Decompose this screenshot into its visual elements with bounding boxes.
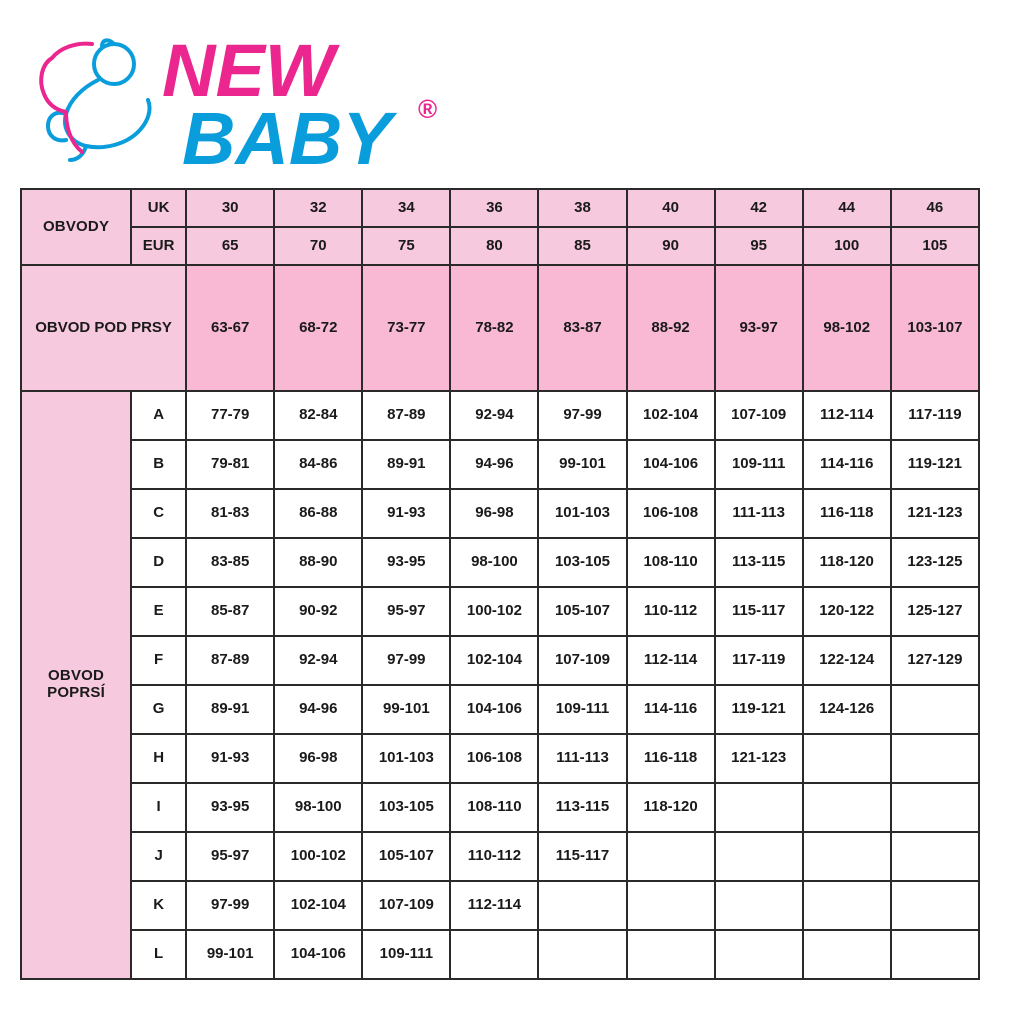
underbust-value: 73-77 <box>362 265 450 391</box>
label-circumferences: OBVODY <box>21 189 131 265</box>
uk-size: 46 <box>891 189 979 227</box>
bust-value: 119-121 <box>715 685 803 734</box>
bust-value: 90-92 <box>274 587 362 636</box>
bust-value: 104-106 <box>627 440 715 489</box>
bust-value: 91-93 <box>362 489 450 538</box>
bust-value: 104-106 <box>450 685 538 734</box>
bust-value: 88-90 <box>274 538 362 587</box>
bust-value: 108-110 <box>627 538 715 587</box>
table-row-cup <box>21 734 979 783</box>
empty-cell <box>891 930 979 979</box>
underbust-value: 93-97 <box>715 265 803 391</box>
uk-size: 32 <box>274 189 362 227</box>
bust-value: 97-99 <box>186 881 274 930</box>
bust-value: 89-91 <box>186 685 274 734</box>
bust-value: 118-120 <box>627 783 715 832</box>
baby-figure-icon <box>48 40 150 160</box>
bust-value: 93-95 <box>186 783 274 832</box>
bust-value: 108-110 <box>450 783 538 832</box>
bust-value: 113-115 <box>715 538 803 587</box>
empty-cell <box>715 881 803 930</box>
bust-value: 114-116 <box>627 685 715 734</box>
uk-size: 30 <box>186 189 274 227</box>
table-row-cup <box>21 636 979 685</box>
bust-value: 101-103 <box>538 489 626 538</box>
size-table <box>20 188 980 980</box>
bust-value: 81-83 <box>186 489 274 538</box>
bust-value: 117-119 <box>891 391 979 440</box>
cup-letter: A <box>131 391 186 440</box>
bust-value: 104-106 <box>274 930 362 979</box>
empty-cell <box>627 881 715 930</box>
bust-value: 92-94 <box>274 636 362 685</box>
empty-cell <box>715 930 803 979</box>
empty-cell <box>803 930 891 979</box>
empty-cell <box>891 783 979 832</box>
unit-label-uk: UK <box>131 189 186 227</box>
bust-value: 94-96 <box>274 685 362 734</box>
bust-value: 83-85 <box>186 538 274 587</box>
uk-size: 36 <box>450 189 538 227</box>
table-row-cup <box>21 832 979 881</box>
bust-value: 107-109 <box>715 391 803 440</box>
cup-letter: E <box>131 587 186 636</box>
bust-value: 87-89 <box>362 391 450 440</box>
bust-value: 105-107 <box>538 587 626 636</box>
underbust-value: 63-67 <box>186 265 274 391</box>
underbust-value: 98-102 <box>803 265 891 391</box>
bust-value: 127-129 <box>891 636 979 685</box>
empty-cell <box>891 685 979 734</box>
empty-cell <box>715 832 803 881</box>
eur-size: 100 <box>803 227 891 265</box>
bust-value: 89-91 <box>362 440 450 489</box>
uk-size: 42 <box>715 189 803 227</box>
bust-value: 95-97 <box>362 587 450 636</box>
bust-value: 99-101 <box>538 440 626 489</box>
table-row-cup <box>21 538 979 587</box>
table-row-eur <box>21 227 979 265</box>
table-row-underbust <box>21 265 979 391</box>
registered-mark: ® <box>418 94 438 124</box>
bust-value: 101-103 <box>362 734 450 783</box>
bust-value: 106-108 <box>450 734 538 783</box>
bust-value: 122-124 <box>803 636 891 685</box>
label-underbust: OBVOD POD PRSY <box>21 265 186 391</box>
cup-letter: D <box>131 538 186 587</box>
bust-value: 87-89 <box>186 636 274 685</box>
bust-value: 82-84 <box>274 391 362 440</box>
bust-value: 111-113 <box>538 734 626 783</box>
empty-cell <box>891 832 979 881</box>
bust-value: 106-108 <box>627 489 715 538</box>
logo-svg <box>22 18 452 168</box>
empty-cell <box>803 734 891 783</box>
logo-text-new: NEW <box>162 29 335 112</box>
eur-size: 75 <box>362 227 450 265</box>
bust-value: 102-104 <box>274 881 362 930</box>
underbust-value: 68-72 <box>274 265 362 391</box>
underbust-value: 83-87 <box>538 265 626 391</box>
cup-letter: G <box>131 685 186 734</box>
empty-cell <box>627 832 715 881</box>
empty-cell <box>803 881 891 930</box>
bust-value: 109-111 <box>715 440 803 489</box>
empty-cell <box>891 881 979 930</box>
empty-cell <box>715 783 803 832</box>
bust-value: 99-101 <box>362 685 450 734</box>
cup-letter: B <box>131 440 186 489</box>
uk-size: 40 <box>627 189 715 227</box>
bust-value: 109-111 <box>538 685 626 734</box>
cup-letter: J <box>131 832 186 881</box>
bust-value: 109-111 <box>362 930 450 979</box>
bust-value: 103-105 <box>538 538 626 587</box>
bust-value: 91-93 <box>186 734 274 783</box>
empty-cell <box>891 734 979 783</box>
bust-value: 79-81 <box>186 440 274 489</box>
bust-value: 85-87 <box>186 587 274 636</box>
empty-cell <box>450 930 538 979</box>
empty-cell <box>803 783 891 832</box>
underbust-value: 88-92 <box>627 265 715 391</box>
table-row-cup <box>21 587 979 636</box>
eur-size: 85 <box>538 227 626 265</box>
bust-value: 77-79 <box>186 391 274 440</box>
bust-value: 112-114 <box>803 391 891 440</box>
bust-value: 118-120 <box>803 538 891 587</box>
bust-value: 102-104 <box>627 391 715 440</box>
bust-value: 92-94 <box>450 391 538 440</box>
uk-size: 44 <box>803 189 891 227</box>
bust-value: 123-125 <box>891 538 979 587</box>
bust-value: 98-100 <box>274 783 362 832</box>
bust-value: 121-123 <box>715 734 803 783</box>
label-bust: OBVOD POPRSÍ <box>21 391 131 979</box>
table-row-cup <box>21 783 979 832</box>
bust-value: 96-98 <box>450 489 538 538</box>
bust-value: 121-123 <box>891 489 979 538</box>
bust-value: 97-99 <box>538 391 626 440</box>
bust-value: 86-88 <box>274 489 362 538</box>
brand-logo <box>22 18 452 168</box>
underbust-value: 78-82 <box>450 265 538 391</box>
bust-value: 99-101 <box>186 930 274 979</box>
bust-value: 95-97 <box>186 832 274 881</box>
bust-value: 94-96 <box>450 440 538 489</box>
bust-value: 84-86 <box>274 440 362 489</box>
empty-cell <box>538 881 626 930</box>
bust-value: 103-105 <box>362 783 450 832</box>
eur-size: 80 <box>450 227 538 265</box>
bust-value: 117-119 <box>715 636 803 685</box>
table-row-cup <box>21 489 979 538</box>
uk-size: 34 <box>362 189 450 227</box>
table-row-cup <box>21 881 979 930</box>
eur-size: 105 <box>891 227 979 265</box>
bust-value: 110-112 <box>450 832 538 881</box>
bust-value: 116-118 <box>627 734 715 783</box>
eur-size: 95 <box>715 227 803 265</box>
bust-value: 107-109 <box>362 881 450 930</box>
cup-letter: C <box>131 489 186 538</box>
eur-size: 70 <box>274 227 362 265</box>
unit-label-eur: EUR <box>131 227 186 265</box>
eur-size: 90 <box>627 227 715 265</box>
bust-value: 116-118 <box>803 489 891 538</box>
bust-value: 115-117 <box>715 587 803 636</box>
cup-letter: I <box>131 783 186 832</box>
bust-value: 102-104 <box>450 636 538 685</box>
table-row-cup <box>21 685 979 734</box>
cup-letter: F <box>131 636 186 685</box>
bust-value: 120-122 <box>803 587 891 636</box>
bust-value: 115-117 <box>538 832 626 881</box>
bust-value: 110-112 <box>627 587 715 636</box>
empty-cell <box>803 832 891 881</box>
bust-value: 97-99 <box>362 636 450 685</box>
underbust-value: 103-107 <box>891 265 979 391</box>
empty-cell <box>627 930 715 979</box>
bust-value: 114-116 <box>803 440 891 489</box>
table-row-uk <box>21 189 979 227</box>
table-row-cup <box>21 440 979 489</box>
bust-value: 112-114 <box>450 881 538 930</box>
cup-letter: H <box>131 734 186 783</box>
bust-value: 125-127 <box>891 587 979 636</box>
table-row-cup <box>21 930 979 979</box>
bust-value: 119-121 <box>891 440 979 489</box>
logo-text-baby: BABY <box>182 97 392 168</box>
eur-size: 65 <box>186 227 274 265</box>
bust-value: 93-95 <box>362 538 450 587</box>
table-row-cup <box>21 391 979 440</box>
bust-value: 107-109 <box>538 636 626 685</box>
empty-cell <box>538 930 626 979</box>
bust-value: 96-98 <box>274 734 362 783</box>
bust-value: 124-126 <box>803 685 891 734</box>
uk-size: 38 <box>538 189 626 227</box>
bust-value: 113-115 <box>538 783 626 832</box>
bust-value: 111-113 <box>715 489 803 538</box>
bust-value: 105-107 <box>362 832 450 881</box>
cup-letter: K <box>131 881 186 930</box>
bust-value: 100-102 <box>450 587 538 636</box>
bust-value: 100-102 <box>274 832 362 881</box>
cup-letter: L <box>131 930 186 979</box>
size-chart <box>20 188 980 980</box>
bust-value: 98-100 <box>450 538 538 587</box>
bust-value: 112-114 <box>627 636 715 685</box>
